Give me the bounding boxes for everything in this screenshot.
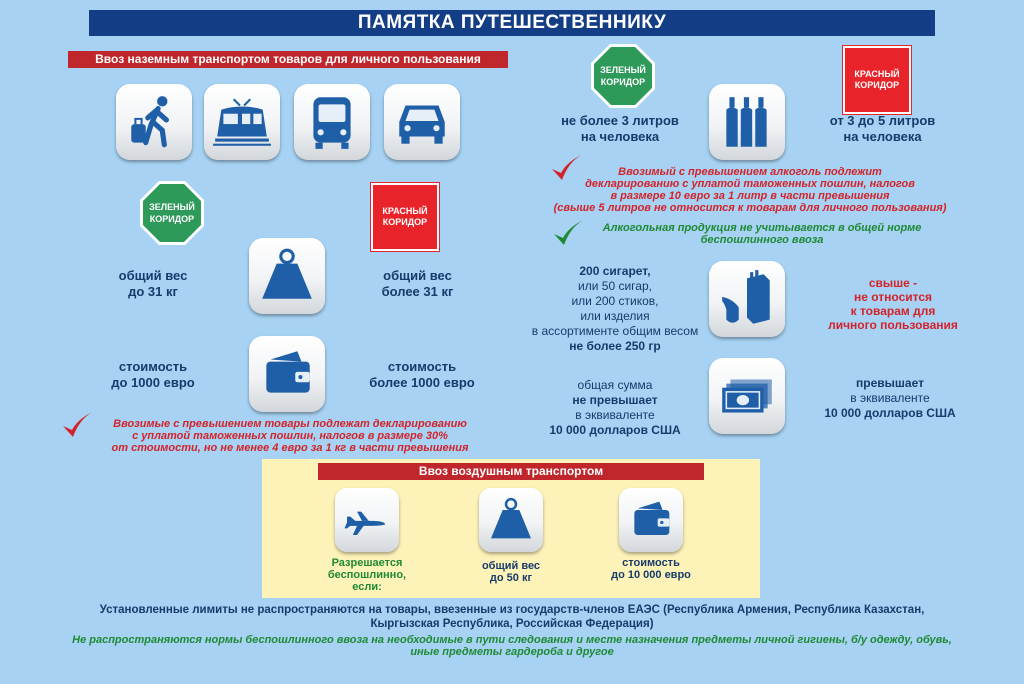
cash-green-line3: в эквиваленте (575, 408, 655, 422)
tobacco-line4: или изделия (580, 309, 650, 323)
land-excess-note-line3: от стоимости, но не менее 4 евро за 1 кг в части превышения (111, 442, 469, 454)
banknotes-icon (716, 365, 778, 427)
air-transport-header: Ввоз воздушным транспортом (318, 463, 704, 480)
green-corridor-label-1: ЗЕЛЕНЫЙ (149, 202, 195, 212)
alcohol-exempt-note-line2: беспошлинного ввоза (700, 234, 824, 246)
tobacco-excess-line1: свыше - (868, 276, 918, 290)
page-title: ПАМЯТКА ПУТЕШЕСТВЕННИКУ (89, 10, 935, 36)
alcohol-red-label-1: КРАСНЫЙ (854, 69, 900, 79)
cash-green-line4: 10 000 долларов США (549, 423, 681, 437)
land-weight-green-line2: до 31 кг (128, 284, 178, 299)
walking-traveler-icon (123, 91, 185, 153)
cash-green-line1: общая сумма (577, 378, 653, 392)
alcohol-excess-note-line4: (свыше 5 литров не относится к товарам для личного пользования) (553, 202, 947, 214)
wallet-icon (626, 495, 676, 545)
air-duty-free-line3: если: (352, 581, 382, 593)
cash-green-line2: не превышает (572, 393, 658, 407)
land-weight-red-line2: более 31 кг (381, 284, 454, 299)
alcohol-exempt-note (582, 222, 942, 246)
air-duty-free-caption (305, 557, 429, 593)
tobacco-excess-line4: личного пользования (828, 318, 958, 332)
air-weight-line1: общий вес (481, 560, 541, 572)
tobacco-tile (709, 261, 785, 337)
alcohol-excess-note (540, 166, 960, 214)
land-cost-green-line1: стоимость (118, 359, 188, 374)
alcohol-excess-note-line2: декларированию с уплатой таможенных пошлин, налогов (585, 178, 915, 190)
alcohol-green-limit-line2: на человека (580, 129, 660, 144)
alcohol-excess-note-line1: Ввозимый с превышением алкоголь подлежит (618, 166, 882, 178)
plane-tile (335, 488, 399, 552)
alcohol-red-limit-line1: от 3 до 5 литров (829, 113, 936, 128)
personal-items-footnote-line1: Не распространяются нормы беспошлинного ввоза на необходимые в пути следования и месте назначения предметы личной гигиены, б/у одежду, обувь, (72, 634, 952, 646)
alcohol-green-label-2: КОРИДОР (600, 77, 646, 87)
land-transport-header: Ввоз наземным транспортом товаров для личного пользования (68, 51, 508, 68)
alcohol-excess-note-line3: в размере 10 евро за 1 литр в части превышения (610, 190, 890, 202)
land-cost-red (352, 359, 492, 391)
red-check-icon-land (61, 410, 93, 445)
eaeu-footnote-line2: Кыргызская Республика, Российская Федерация) (370, 618, 654, 630)
air-weight-caption (455, 560, 567, 584)
train-icon (211, 91, 273, 153)
cash-red-line3: 10 000 долларов США (824, 406, 956, 420)
air-duty-free-line2: беспошлинно, (327, 569, 407, 581)
alcohol-green-corridor-sign (590, 43, 656, 109)
alcohol-green-limit (540, 113, 700, 145)
air-weight-line2: до 50 кг (489, 572, 533, 584)
tobacco-line1: 200 сигарет, (579, 264, 651, 278)
air-cost-line1: стоимость (622, 557, 680, 569)
land-cost-green-line2: до 1000 евро (111, 375, 195, 390)
land-excess-note-line2: с уплатой таможенных пошлин, налогов в размере 30% (132, 430, 448, 442)
weight-icon (486, 495, 536, 545)
personal-items-footnote-line2: иные предметы гардероба и другое (410, 646, 614, 658)
wallet-icon (256, 343, 318, 405)
tobacco-line2: или 50 сигар, (578, 279, 652, 293)
air-cost-line2: до 10 000 евро (611, 569, 691, 581)
walking-traveler-tile (116, 84, 192, 160)
land-weight-red (355, 268, 480, 300)
wallet-tile (249, 336, 325, 412)
cash-red-limit (800, 376, 980, 421)
bottles-tile (709, 84, 785, 160)
train-tile (204, 84, 280, 160)
air-wallet-tile (619, 488, 683, 552)
green-corridor-sign (139, 180, 205, 246)
tobacco-line6: не более 250 гр (569, 339, 661, 353)
land-excess-note-line1: Ввозимые с превышением товары подлежат декларированию (113, 418, 467, 430)
green-corridor-label-2: КОРИДОР (149, 214, 195, 224)
red-corridor-label-2: КОРИДОР (382, 217, 428, 227)
alcohol-red-limit (800, 113, 965, 145)
tobacco-limit (520, 264, 710, 354)
tobacco-excess-line3: к товарам для (850, 304, 936, 318)
air-weight-tile (479, 488, 543, 552)
eaeu-footnote (40, 603, 984, 631)
personal-items-footnote (40, 634, 984, 658)
tobacco-line3: или 200 стиков, (571, 294, 659, 308)
air-cost-caption (590, 557, 712, 581)
cigarettes-pipe-icon (716, 268, 778, 330)
land-excess-note (90, 418, 490, 454)
land-cost-red-line1: стоимость (387, 359, 457, 374)
car-tile (384, 84, 460, 160)
bottles-icon (716, 91, 778, 153)
car-icon (391, 91, 453, 153)
weight-tile (249, 238, 325, 314)
land-weight-green-line1: общий вес (118, 268, 188, 283)
alcohol-red-limit-line2: на человека (843, 129, 922, 144)
cash-green-limit (525, 378, 705, 438)
red-corridor-sign (371, 183, 439, 251)
bus-icon (301, 91, 363, 153)
alcohol-red-corridor-sign (843, 46, 911, 114)
air-duty-free-line1: Разрешается (331, 557, 403, 569)
land-cost-green (88, 359, 218, 391)
land-cost-red-line2: более 1000 евро (369, 375, 475, 390)
alcohol-red-label-2: КОРИДОР (854, 80, 900, 90)
green-check-icon-alcohol (552, 218, 584, 253)
land-weight-red-line1: общий вес (383, 268, 452, 283)
cash-tile (709, 358, 785, 434)
alcohol-exempt-note-line1: Алкогольная продукция не учитывается в общей норме (602, 222, 922, 234)
cash-red-line2: в эквиваленте (850, 391, 930, 405)
alcohol-green-limit-line1: не более 3 литров (561, 113, 679, 128)
weight-icon (256, 245, 318, 307)
tobacco-line5: в ассортименте общим весом (531, 324, 699, 338)
cash-red-line1: превышает (856, 376, 924, 390)
alcohol-green-label-1: ЗЕЛЕНЫЙ (600, 65, 646, 75)
eaeu-footnote-line1: Установленные лимиты не распространяются на товары, ввезенные из государств-членов ЕАЭС (Республика Армения, Республика Казахстан, (99, 604, 925, 616)
red-corridor-label-1: КРАСНЫЙ (382, 206, 428, 216)
bus-tile (294, 84, 370, 160)
tobacco-excess-note (818, 276, 968, 332)
tobacco-excess-line2: не относится (853, 290, 933, 304)
airplane-icon (342, 495, 392, 545)
land-weight-green (88, 268, 218, 300)
